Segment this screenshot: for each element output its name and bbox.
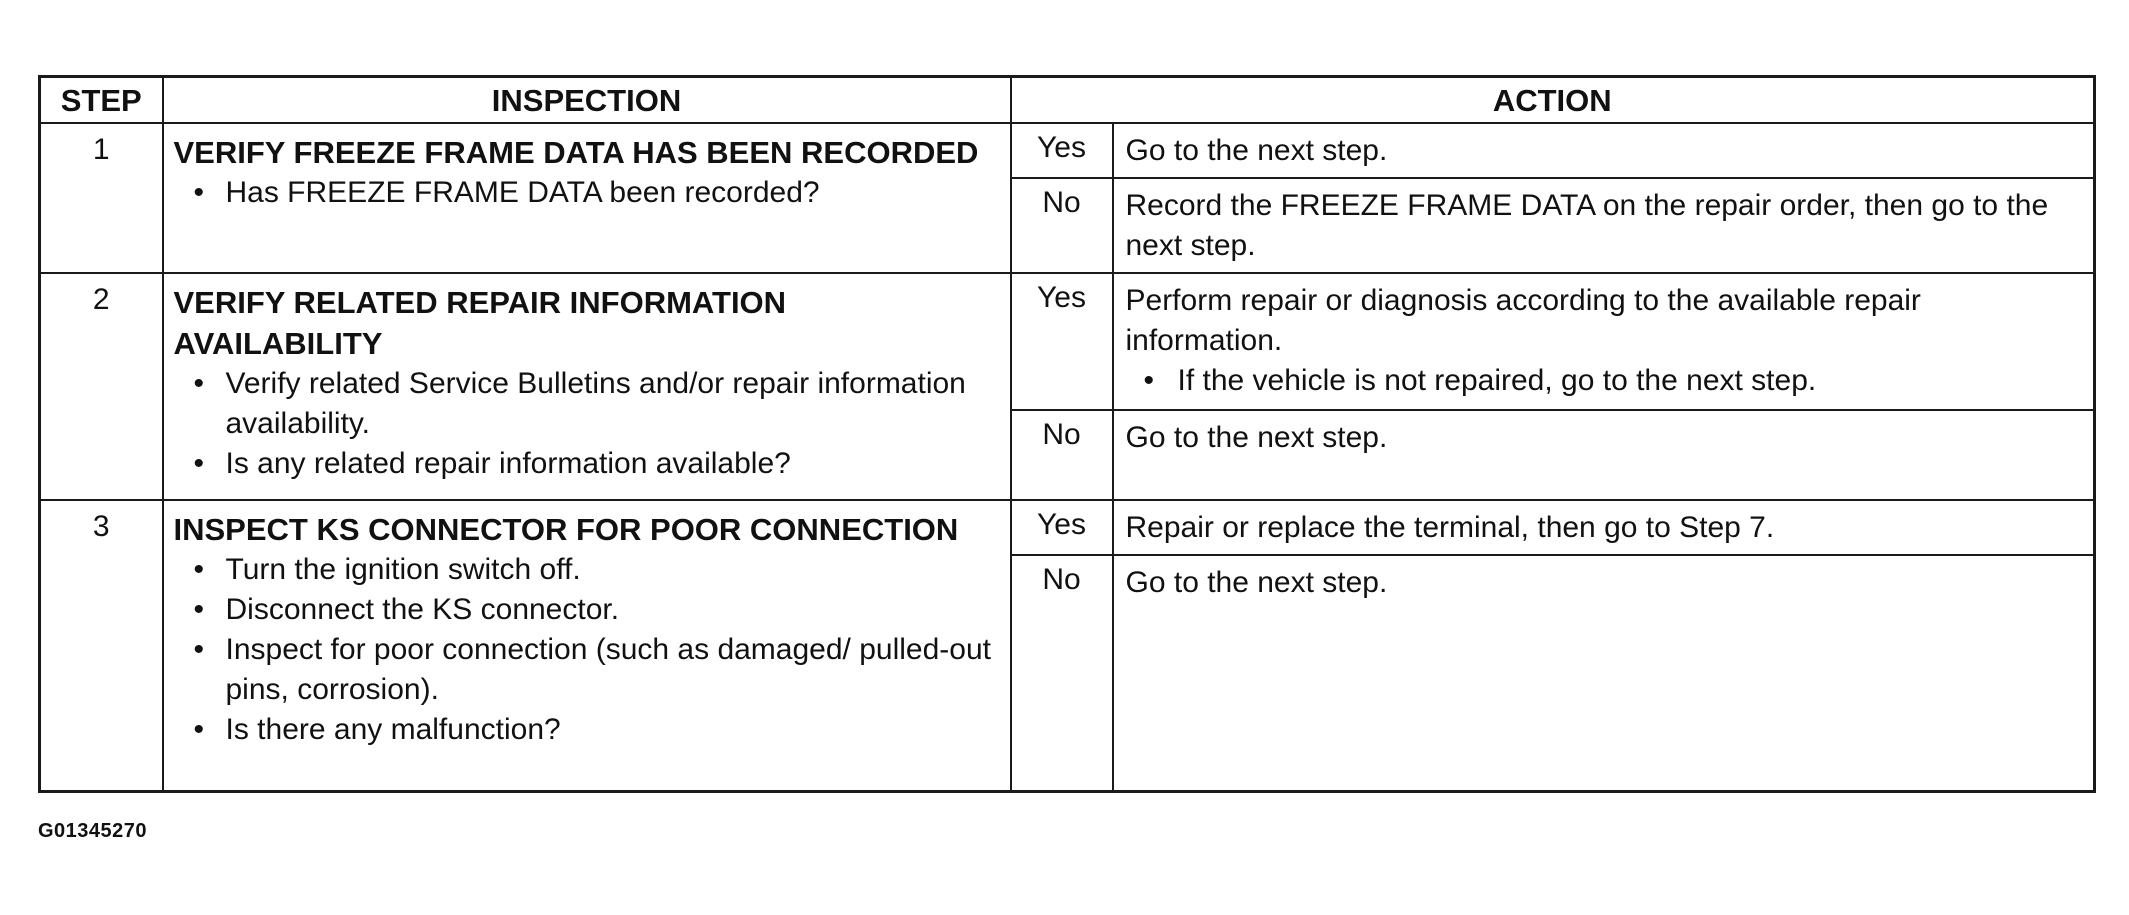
inspection-cell [163,273,1011,500]
diagnostic-table [38,75,2096,793]
header-step: STEP [40,77,163,124]
step-number: 2 [40,273,163,500]
inspection-title: VERIFY RELATED REPAIR INFORMATION AVAILABILITY [173,285,787,361]
inspection-bullet: • Is there any malfunction? [174,710,1002,750]
inspection-bullet: • Inspect for poor connection (such as damaged/ pulled-out pins, corrosion). [174,630,1002,710]
table-row [40,123,2095,178]
step-number: 1 [40,123,163,273]
yes-label: Yes [1011,273,1113,410]
yes-label: Yes [1011,123,1113,178]
inspection-bullets [174,550,1002,750]
yes-label: Yes [1011,500,1113,555]
table-row [40,500,2095,555]
inspection-bullet: • Disconnect the KS connector. [174,590,1002,630]
action-bullet: • If the vehicle is not repaired, go to the next step. [1126,361,2084,401]
yes-action-cell [1113,273,2095,410]
header-row [40,77,2095,124]
inspection-bullet: • Has FREEZE FRAME DATA been recorded? [174,173,1002,213]
inspection-bullets [174,364,1002,484]
inspection-bullet: • Verify related Service Bulletins and/or repair information availability. [174,364,1002,444]
no-label: No [1011,555,1113,792]
header-inspection: INSPECTION [163,77,1011,124]
inspection-title: VERIFY FREEZE FRAME DATA HAS BEEN RECORDED [173,135,979,170]
step-number: 3 [40,500,163,792]
yes-action: Repair or replace the terminal, then go to Step 7. [1113,500,2095,555]
yes-action: Go to the next step. [1113,123,2095,178]
inspection-cell [163,500,1011,792]
table-row [40,273,2095,410]
inspection-cell [163,123,1011,273]
figure-id: G01345270 [38,820,148,842]
action-bullets [1126,361,2084,401]
yes-action: Perform repair or diagnosis according to the available repair information. [1125,284,1921,357]
header-action: ACTION [1011,77,2095,124]
no-action: Go to the next step. [1113,555,2095,792]
no-action: Go to the next step. [1113,410,2095,500]
no-label: No [1011,178,1113,273]
inspection-title: INSPECT KS CONNECTOR FOR POOR CONNECTION [173,512,959,547]
no-action: Record the FREEZE FRAME DATA on the repair order, then go to the next step. [1113,178,2095,273]
no-label: No [1011,410,1113,500]
inspection-bullet: • Is any related repair information available? [174,444,1002,484]
inspection-bullet: • Turn the ignition switch off. [174,550,1002,590]
inspection-bullets [174,173,1002,213]
